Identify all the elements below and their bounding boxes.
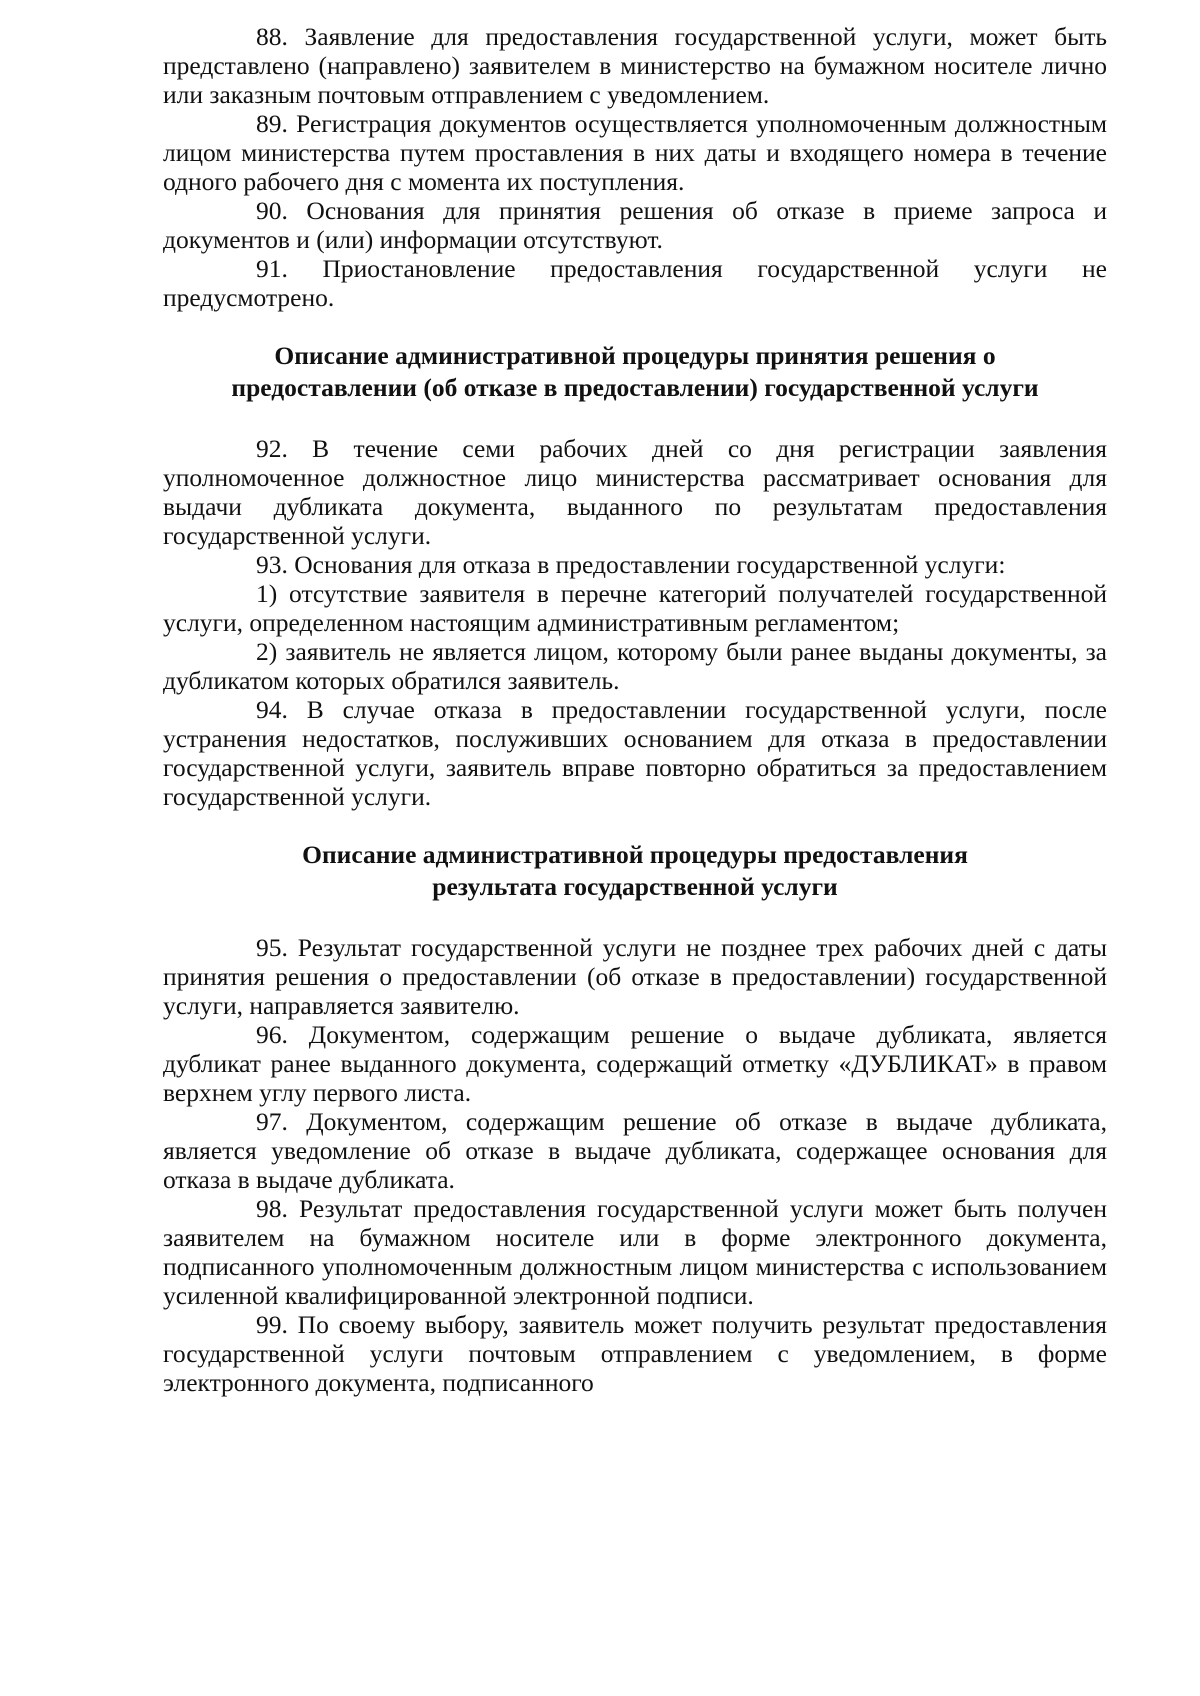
paragraph-93-item-2: 2) заявитель не является лицом, которому были ранее выданы документы, за дубликатом которых обратился заявитель.: [163, 637, 1107, 695]
section-heading-decision-line2: предоставлении (об отказе в предоставлении) государственной услуги: [231, 373, 1039, 402]
section-heading-result: [163, 839, 1107, 903]
paragraph-91: 91. Приостановление предоставления государственной услуги не предусмотрено.: [163, 254, 1107, 312]
document-page: [163, 22, 1107, 1397]
section-heading-decision: [163, 340, 1107, 404]
paragraph-92: 92. В течение семи рабочих дней со дня регистрации заявления уполномоченное должностное лицо министерства рассматривает основания для выдачи дубликата документа, выданного по результатам предоставления государственной услуги.: [163, 434, 1107, 550]
section-heading-result-line2: результата государственной услуги: [432, 872, 838, 901]
paragraph-90: 90. Основания для принятия решения об отказе в приеме запроса и документов и (или) информации отсутствуют.: [163, 196, 1107, 254]
paragraph-94: 94. В случае отказа в предоставлении государственной услуги, после устранения недостатков, послуживших основанием для отказа в предоставлении государственной услуги, заявитель вправе повторно обратиться за предоставлением государственной услуги.: [163, 695, 1107, 811]
paragraph-93: 93. Основания для отказа в предоставлении государственной услуги:: [256, 550, 1006, 579]
paragraph-99: 99. По своему выбору, заявитель может получить результат предоставления государственной услуги почтовым отправлением с уведомлением, в форме электронного документа, подписанного: [163, 1310, 1107, 1397]
paragraph-88: 88. Заявление для предоставления государственной услуги, может быть представлено (направлено) заявителем в министерство на бумажном носителе лично или заказным почтовым отправлением с уведомлением.: [163, 22, 1107, 109]
paragraph-89: 89. Регистрация документов осуществляется уполномоченным должностным лицом министерства путем проставления в них даты и входящего номера в течение одного рабочего дня с момента их поступления.: [163, 109, 1107, 196]
paragraph-98: 98. Результат предоставления государственной услуги может быть получен заявителем на бумажном носителе или в форме электронного документа, подписанного уполномоченным должностным лицом министерства с использованием усиленной квалифицированной электронной подписи.: [163, 1194, 1107, 1310]
paragraph-93-item-1: 1) отсутствие заявителя в перечне категорий получателей государственной услуги, определенном настоящим административным регламентом;: [163, 579, 1107, 637]
section-heading-result-line1: Описание административной процедуры предоставления: [302, 840, 968, 869]
paragraph-96: 96. Документом, содержащим решение о выдаче дубликата, является дубликат ранее выданного документа, содержащий отметку «ДУБЛИКАТ» в правом верхнем углу первого листа.: [163, 1020, 1107, 1107]
section-heading-decision-line1: Описание административной процедуры принятия решения о: [274, 341, 996, 370]
paragraph-97: 97. Документом, содержащим решение об отказе в выдаче дубликата, является уведомление об отказе в выдаче дубликата, содержащее основания для отказа в выдаче дубликата.: [163, 1107, 1107, 1194]
paragraph-95: 95. Результат государственной услуги не позднее трех рабочих дней с даты принятия решения о предоставлении (об отказе в предоставлении) государственной услуги, направляется заявителю.: [163, 933, 1107, 1020]
